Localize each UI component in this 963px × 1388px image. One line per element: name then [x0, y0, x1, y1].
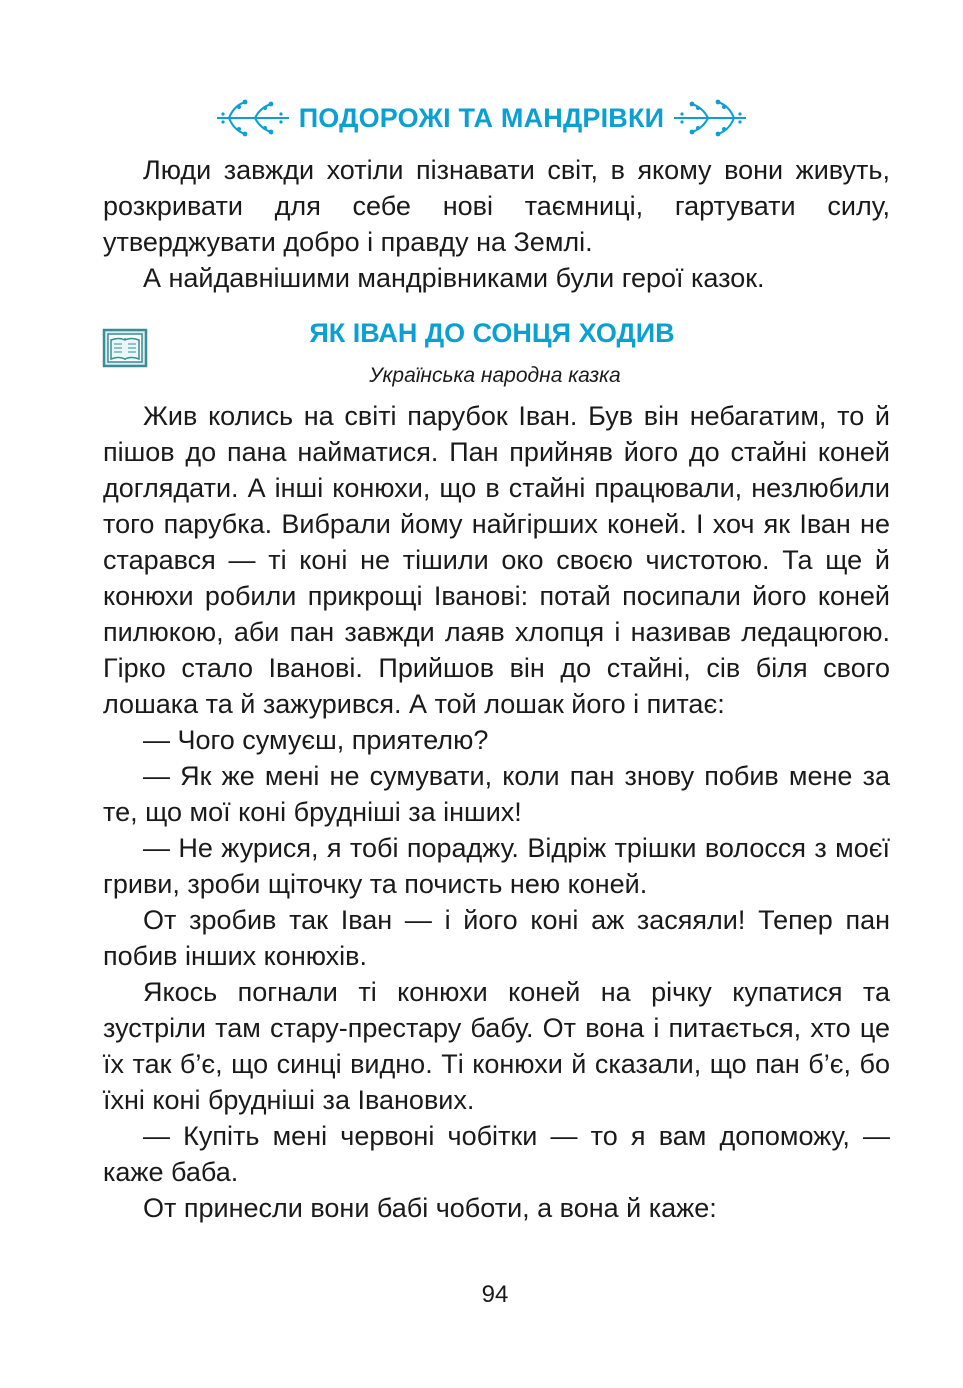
dialogue-line: — Купіть мені червоні чобітки — то я вам допоможу, — каже баба.	[103, 1121, 890, 1187]
story-text	[103, 398, 890, 1226]
story-subtitle: Українська народна казка	[369, 364, 621, 387]
left-ornament-icon	[215, 96, 291, 140]
dialogue-line: — Не журися, я тобі пораджу. Відріж трішки волосся з моєї гриви, зроби щіточку та почисть нею коней.	[103, 833, 890, 899]
intro-text	[103, 152, 890, 296]
intro-paragraph: Люди завжди хотіли пізнавати світ, в якому вони живуть, розкривати для себе нові таємниці, гартувати силу, утверджувати добро і правду на Землі.	[103, 155, 890, 257]
right-ornament-icon	[672, 96, 748, 140]
story-title: ЯК ІВАН ДО СОНЦЯ ХОДИВ	[309, 318, 675, 348]
section-header	[0, 96, 963, 140]
story-paragraph: Якось погнали ті конюхи коней на річку купатися та зустріли там стару-престару бабу. От вона і питається, хто це їх так б’є, що синці видно. Ті конюхи й сказали, що пан б’є, бо їхні коні брудніші за Іванових.	[103, 977, 890, 1115]
story-paragraph: От зробив так Іван — і його коні аж засяяли! Тепер пан побив інших конюхів.	[103, 905, 890, 971]
story-title-row	[0, 318, 963, 358]
section-title: ПОДОРОЖІ ТА МАНДРІВКИ	[298, 102, 665, 133]
intro-paragraph: А найдавнішими мандрівниками були герої казок.	[143, 263, 765, 293]
page-number: 94	[481, 1281, 509, 1308]
dialogue-line: — Як же мені не сумувати, коли пан знову побив мене за те, що мої коні брудніші за інших!	[103, 761, 890, 827]
story-paragraph: От принесли вони бабі чоботи, а вона й каже:	[143, 1193, 717, 1223]
dialogue-line: — Чого сумуєш, приятелю?	[143, 725, 489, 755]
story-paragraph: Жив колись на світі парубок Іван. Був він небагатим, то й пішов до пана найматися. Пан прийняв його до стайні коней доглядати. А інші конюхи, що в стайні працювали, незлюбили того парубка. Вибрали йому найгірших коней. І хоч як Іван не старався — ті коні не тішили око своєю чистотою. Та ще й конюхи робили прикрощі Іванові: потай посипали його коней пилюкою, аби пан завжди лаяв хлопця і називав ледацюгою. Гірко стало Іванові. Прийшов він до стайні, сів біля свого лошака та й зажурився. А той лошак його і питає:	[103, 401, 890, 719]
